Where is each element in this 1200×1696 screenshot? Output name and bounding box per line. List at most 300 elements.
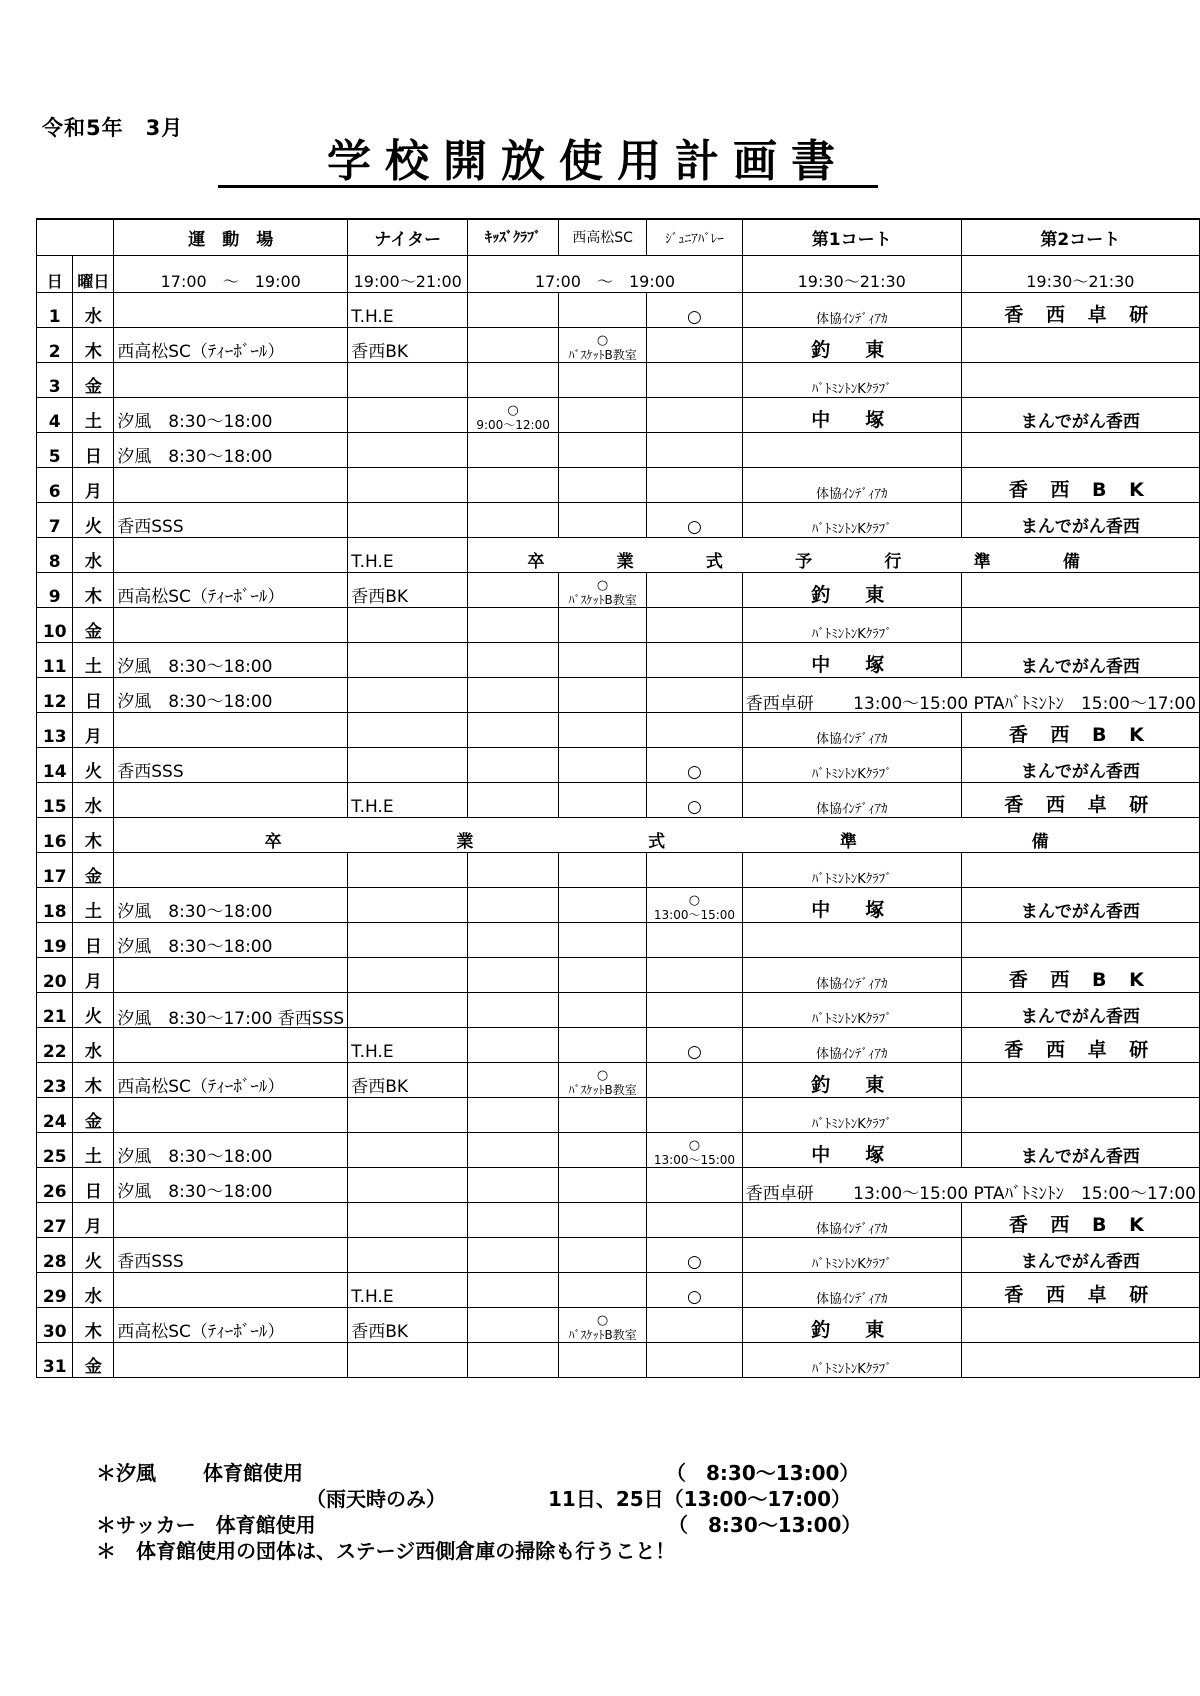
weekday-cell: 金 (73, 1342, 114, 1377)
event-char: 業 (616, 551, 634, 572)
day-cell: 2 (37, 327, 73, 362)
nsc-cell (558, 1202, 646, 1237)
kids-cell (468, 292, 559, 327)
col-ground: 運 動 場 (114, 219, 348, 255)
weekday-cell: 火 (73, 747, 114, 782)
day-cell: 8 (37, 537, 73, 572)
nighter-cell: 香西BK (348, 1062, 468, 1097)
weekday-cell: 金 (73, 362, 114, 397)
court1-cell (742, 432, 961, 467)
table-row (37, 1167, 1200, 1202)
nighter-cell (348, 467, 468, 502)
junior-cell (647, 957, 743, 992)
nighter-cell (348, 747, 468, 782)
kids-cell (468, 852, 559, 887)
court2-cell: 香 西 卓 研 (961, 1027, 1199, 1062)
court2-cell: まんでがん香西 (961, 992, 1199, 1027)
weekday-cell: 水 (73, 292, 114, 327)
ground-cell (114, 1097, 348, 1132)
weekday-cell: 月 (73, 1202, 114, 1237)
event-char: 式 (648, 831, 666, 852)
ground-cell: 西高松SC（ﾃｨｰﾎﾞｰﾙ） (114, 572, 348, 607)
nsc-cell (558, 1272, 646, 1307)
schedule-table (36, 218, 1200, 1378)
nighter-cell (348, 1132, 468, 1167)
nsc-cell (558, 292, 646, 327)
nsc-cell (558, 1237, 646, 1272)
court1-cell: ﾊﾞﾄﾐﾝﾄﾝKｸﾗﾌﾞ (742, 362, 961, 397)
kids-cell (468, 467, 559, 502)
note-rain: （雨天時のみ） (306, 1487, 446, 1511)
col-court2: 第2コート (961, 219, 1199, 255)
kids-cell (468, 432, 559, 467)
note-shiokaze: ＊汐風 体育館使用 (96, 1461, 303, 1485)
junior-cell (647, 1307, 743, 1342)
nighter-cell: 香西BK (348, 327, 468, 362)
junior-cell: ○ (647, 1027, 743, 1062)
court1-cell: 体協ｲﾝﾃﾞｨｱｶ (742, 292, 961, 327)
nighter-cell (348, 677, 468, 712)
ground-cell: 汐風 8:30～18:00 (114, 677, 348, 712)
court1-cell: ﾊﾞﾄﾐﾝﾄﾝKｸﾗﾌﾞ (742, 1097, 961, 1132)
junior-cell (647, 642, 743, 677)
ground-cell (114, 607, 348, 642)
note-soccer: ＊サッカー 体育館使用 (96, 1513, 316, 1537)
kids-cell (468, 362, 559, 397)
table-row (37, 1027, 1200, 1062)
court2-cell: 香 西 B K (961, 467, 1199, 502)
col-day: 日 (37, 255, 73, 292)
day-cell: 3 (37, 362, 73, 397)
weekday-cell: 日 (73, 1167, 114, 1202)
court1-cell (742, 922, 961, 957)
event-char: 業 (456, 831, 474, 852)
circle-mark: ○ (688, 892, 701, 908)
junior-cell: ○ (647, 502, 743, 537)
nsc-text: ﾊﾞｽｹｯﾄB教室 (568, 347, 637, 362)
table-row (37, 1272, 1200, 1307)
weekday-cell: 木 (73, 327, 114, 362)
weekday-cell: 金 (73, 1097, 114, 1132)
table-row (37, 887, 1200, 922)
kids-cell (468, 887, 559, 922)
nsc-cell (558, 957, 646, 992)
court2-cell (961, 1062, 1199, 1097)
col-nishitakamatsu: 西高松SC (558, 219, 646, 255)
table-row (37, 1202, 1200, 1237)
court1-cell: ﾊﾞﾄﾐﾝﾄﾝKｸﾗﾌﾞ (742, 1342, 961, 1377)
notes (96, 1460, 956, 1564)
junior-cell: ○ (647, 1272, 743, 1307)
nsc-cell (558, 747, 646, 782)
table-row (37, 1307, 1200, 1342)
day-cell: 6 (37, 467, 73, 502)
courts-merged-cell: 香西卓研 13:00～15:00 PTAﾊﾞﾄﾐﾝﾄﾝ 15:00～17:00 (742, 677, 1199, 712)
court1-cell: 体協ｲﾝﾃﾞｨｱｶ (742, 712, 961, 747)
ground-cell (114, 1027, 348, 1062)
kids-cell (468, 712, 559, 747)
nighter-cell (348, 712, 468, 747)
nsc-cell (558, 1027, 646, 1062)
ground-cell (114, 467, 348, 502)
nighter-cell (348, 607, 468, 642)
nsc-cell (558, 1167, 646, 1202)
page-title: 学校開放使用計画書 (218, 136, 878, 188)
day-cell: 9 (37, 572, 73, 607)
junior-cell: ○ (647, 1237, 743, 1272)
day-cell: 15 (37, 782, 73, 817)
note-soccer-time: （ 8:30～13:00） (668, 1513, 862, 1537)
time-court2: 19:30～21:30 (961, 255, 1199, 292)
day-cell: 16 (37, 817, 73, 852)
kids-text: 9:00～12:00 (476, 417, 550, 432)
junior-cell (647, 572, 743, 607)
ground-cell (114, 537, 348, 572)
nsc-cell (558, 572, 646, 607)
ground-cell (114, 712, 348, 747)
kids-cell (468, 992, 559, 1027)
nighter-cell (348, 1167, 468, 1202)
nsc-cell (558, 362, 646, 397)
kids-cell (468, 922, 559, 957)
court1-cell: ﾊﾞﾄﾐﾝﾄﾝKｸﾗﾌﾞ (742, 607, 961, 642)
court1-cell: 釣 東 (742, 1062, 961, 1097)
junior-cell (647, 677, 743, 712)
nsc-cell (558, 887, 646, 922)
day-cell: 23 (37, 1062, 73, 1097)
time-mid: 17:00 ～ 19:00 (468, 255, 743, 292)
court2-cell: まんでがん香西 (961, 397, 1199, 432)
day-cell: 30 (37, 1307, 73, 1342)
nsc-cell (558, 327, 646, 362)
circle-mark: ○ (507, 402, 519, 418)
day-cell: 19 (37, 922, 73, 957)
table-row (37, 992, 1200, 1027)
nsc-cell (558, 782, 646, 817)
nighter-cell (348, 502, 468, 537)
junior-cell (647, 1167, 743, 1202)
day-cell: 11 (37, 642, 73, 677)
nighter-cell: 香西BK (348, 572, 468, 607)
table-row (37, 1237, 1200, 1272)
court1-cell: 釣 東 (742, 327, 961, 362)
nsc-text: ﾊﾞｽｹｯﾄB教室 (568, 1082, 637, 1097)
weekday-cell: 土 (73, 397, 114, 432)
ground-cell: 西高松SC（ﾃｨｰﾎﾞｰﾙ） (114, 1307, 348, 1342)
junior-cell (647, 327, 743, 362)
weekday-cell: 日 (73, 677, 114, 712)
kids-cell (468, 642, 559, 677)
kids-cell (468, 957, 559, 992)
circle-mark: ○ (596, 577, 609, 593)
ground-cell: 汐風 8:30～18:00 (114, 432, 348, 467)
kids-cell (468, 327, 559, 362)
table-row (37, 607, 1200, 642)
table-row (37, 817, 1200, 852)
event-char: 予 (795, 551, 813, 572)
table-row (37, 572, 1200, 607)
ground-cell: 香西SSS (114, 502, 348, 537)
nsc-cell (558, 1307, 646, 1342)
day-cell: 28 (37, 1237, 73, 1272)
nighter-cell (348, 887, 468, 922)
court1-cell: 釣 東 (742, 1307, 961, 1342)
circle-mark: ○ (596, 1312, 609, 1328)
table-row (37, 957, 1200, 992)
court2-cell: まんでがん香西 (961, 1237, 1199, 1272)
court2-cell (961, 607, 1199, 642)
ground-cell: 汐風 8:30～18:00 (114, 887, 348, 922)
nsc-cell (558, 432, 646, 467)
kids-cell (468, 1097, 559, 1132)
weekday-cell: 木 (73, 1062, 114, 1097)
court2-cell: まんでがん香西 (961, 1132, 1199, 1167)
day-cell: 13 (37, 712, 73, 747)
court2-cell: まんでがん香西 (961, 887, 1199, 922)
court2-cell (961, 572, 1199, 607)
day-cell: 4 (37, 397, 73, 432)
table-row (37, 852, 1200, 887)
col-dow: 曜日 (73, 255, 114, 292)
nsc-cell (558, 852, 646, 887)
court1-cell: 体協ｲﾝﾃﾞｨｱｶ (742, 1202, 961, 1237)
kids-cell (468, 1062, 559, 1097)
court1-cell: ﾊﾞﾄﾐﾝﾄﾝKｸﾗﾌﾞ (742, 852, 961, 887)
ground-cell (114, 1202, 348, 1237)
nsc-cell (558, 677, 646, 712)
weekday-cell: 水 (73, 537, 114, 572)
court2-cell: 香 西 B K (961, 1202, 1199, 1237)
event-cell (468, 537, 1200, 572)
event-char: 準 (839, 831, 857, 852)
table-row (37, 642, 1200, 677)
weekday-cell: 日 (73, 922, 114, 957)
col-nighter: ナイター (348, 219, 468, 255)
junior-cell (647, 397, 743, 432)
note-cleaning: ＊ 体育館使用の団体は、ステージ西側倉庫の掃除も行うこと！ (96, 1539, 676, 1563)
weekday-cell: 水 (73, 1027, 114, 1062)
event-char: 準 (973, 551, 991, 572)
court2-cell (961, 327, 1199, 362)
col-kids: ｷｯｽﾞｸﾗﾌﾞ (468, 219, 559, 255)
day-cell: 27 (37, 1202, 73, 1237)
weekday-cell: 火 (73, 992, 114, 1027)
ground-cell: 汐風 8:30～17:00 香西SSS (114, 992, 348, 1027)
table-row (37, 502, 1200, 537)
nighter-cell: T.H.E (348, 782, 468, 817)
day-cell: 24 (37, 1097, 73, 1132)
ground-cell: 西高松SC（ﾃｨｰﾎﾞｰﾙ） (114, 327, 348, 362)
junior-cell (647, 852, 743, 887)
kids-cell (468, 1237, 559, 1272)
table-row (37, 1342, 1200, 1377)
weekday-cell: 火 (73, 502, 114, 537)
event-char: 卒 (527, 551, 545, 572)
nighter-cell (348, 432, 468, 467)
court1-cell: 体協ｲﾝﾃﾞｨｱｶ (742, 1272, 961, 1307)
court1-cell: 中 塚 (742, 887, 961, 922)
table-row (37, 782, 1200, 817)
junior-cell (647, 1132, 743, 1167)
court2-cell (961, 852, 1199, 887)
event-cell (114, 817, 1200, 852)
table-row (37, 362, 1200, 397)
nighter-cell (348, 992, 468, 1027)
ground-cell: 汐風 8:30～18:00 (114, 1132, 348, 1167)
nighter-cell: T.H.E (348, 292, 468, 327)
junior-cell (647, 1062, 743, 1097)
nsc-cell (558, 922, 646, 957)
nighter-cell (348, 957, 468, 992)
court2-cell: 香 西 B K (961, 712, 1199, 747)
court1-cell: ﾊﾞﾄﾐﾝﾄﾝKｸﾗﾌﾞ (742, 992, 961, 1027)
table-row (37, 432, 1200, 467)
junior-cell (647, 1342, 743, 1377)
nsc-cell (558, 992, 646, 1027)
junior-cell (647, 467, 743, 502)
table-row (37, 292, 1200, 327)
kids-cell (468, 1027, 559, 1062)
table-row (37, 397, 1200, 432)
table-row (37, 922, 1200, 957)
day-cell: 7 (37, 502, 73, 537)
kids-cell (468, 607, 559, 642)
junior-cell (647, 362, 743, 397)
circle-mark: ○ (688, 1137, 701, 1153)
nsc-cell (558, 607, 646, 642)
nighter-cell (348, 397, 468, 432)
ground-cell: 香西SSS (114, 747, 348, 782)
event-char: 備 (1062, 551, 1080, 572)
day-cell: 5 (37, 432, 73, 467)
ground-cell (114, 957, 348, 992)
table-row (37, 467, 1200, 502)
ground-cell: 香西SSS (114, 1237, 348, 1272)
weekday-cell: 金 (73, 852, 114, 887)
day-cell: 26 (37, 1167, 73, 1202)
day-cell: 31 (37, 1342, 73, 1377)
nsc-text: ﾊﾞｽｹｯﾄB教室 (568, 1327, 637, 1342)
weekday-cell: 水 (73, 1272, 114, 1307)
nighter-cell: T.H.E (348, 1027, 468, 1062)
junior-cell (647, 992, 743, 1027)
nighter-cell (348, 1202, 468, 1237)
court2-cell: まんでがん香西 (961, 747, 1199, 782)
junior-text: 13:00～15:00 (653, 1152, 736, 1167)
ground-cell: 汐風 8:30～18:00 (114, 397, 348, 432)
court1-cell: 体協ｲﾝﾃﾞｨｱｶ (742, 782, 961, 817)
ground-cell (114, 852, 348, 887)
court1-cell: 中 塚 (742, 642, 961, 677)
day-cell: 25 (37, 1132, 73, 1167)
court2-cell (961, 432, 1199, 467)
ground-cell (114, 1272, 348, 1307)
weekday-cell: 木 (73, 817, 114, 852)
court1-cell: 中 塚 (742, 1132, 961, 1167)
table-row (37, 537, 1200, 572)
weekday-cell: 月 (73, 712, 114, 747)
nighter-cell (348, 922, 468, 957)
junior-cell (647, 1097, 743, 1132)
nighter-cell: T.H.E (348, 1272, 468, 1307)
weekday-cell: 水 (73, 782, 114, 817)
table-row (37, 1097, 1200, 1132)
junior-cell (647, 887, 743, 922)
kids-cell (468, 782, 559, 817)
junior-cell (647, 432, 743, 467)
court1-cell: ﾊﾞﾄﾐﾝﾄﾝKｸﾗﾌﾞ (742, 1237, 961, 1272)
court1-cell: ﾊﾞﾄﾐﾝﾄﾝKｸﾗﾌﾞ (742, 502, 961, 537)
court2-cell: 香 西 卓 研 (961, 292, 1199, 327)
junior-cell (647, 607, 743, 642)
day-cell: 14 (37, 747, 73, 782)
note-shiokaze-time: （ 8:30～13:00） (666, 1461, 860, 1485)
weekday-cell: 木 (73, 572, 114, 607)
table-row (37, 1132, 1200, 1167)
court2-cell: 香 西 卓 研 (961, 782, 1199, 817)
weekday-cell: 月 (73, 467, 114, 502)
kids-cell (468, 1202, 559, 1237)
kids-cell (468, 1132, 559, 1167)
court1-cell: ﾊﾞﾄﾐﾝﾄﾝKｸﾗﾌﾞ (742, 747, 961, 782)
time-court1: 19:30～21:30 (742, 255, 961, 292)
ground-cell (114, 782, 348, 817)
weekday-cell: 土 (73, 887, 114, 922)
court2-cell: 香 西 B K (961, 957, 1199, 992)
circle-mark: ○ (596, 1067, 609, 1083)
nsc-cell (558, 712, 646, 747)
court2-cell (961, 1307, 1199, 1342)
day-cell: 10 (37, 607, 73, 642)
day-cell: 21 (37, 992, 73, 1027)
day-cell: 12 (37, 677, 73, 712)
event-char: 備 (1031, 831, 1049, 852)
kids-cell (468, 747, 559, 782)
ground-cell (114, 362, 348, 397)
nighter-cell: 香西BK (348, 1307, 468, 1342)
kids-cell (468, 397, 559, 432)
ground-cell: 汐風 8:30～18:00 (114, 922, 348, 957)
weekday-cell: 火 (73, 1237, 114, 1272)
corner-cell (37, 219, 114, 255)
table-row (37, 712, 1200, 747)
court1-cell: 体協ｲﾝﾃﾞｨｱｶ (742, 957, 961, 992)
junior-cell (647, 712, 743, 747)
times-row (37, 255, 1200, 292)
table-row (37, 747, 1200, 782)
weekday-cell: 金 (73, 607, 114, 642)
nsc-cell (558, 397, 646, 432)
kids-cell (468, 572, 559, 607)
era-month: 令和5年 3月 (42, 116, 184, 140)
table-row (37, 1062, 1200, 1097)
note-rain-time: 11日、25日（13:00～17:00） (548, 1487, 851, 1511)
court2-cell (961, 362, 1199, 397)
nsc-cell (558, 1132, 646, 1167)
event-char: 行 (884, 551, 902, 572)
court2-cell: 香 西 卓 研 (961, 1272, 1199, 1307)
ground-cell (114, 292, 348, 327)
weekday-cell: 月 (73, 957, 114, 992)
time-nighter: 19:00～21:00 (348, 255, 468, 292)
courts-merged-cell: 香西卓研 13:00～15:00 PTAﾊﾞﾄﾐﾝﾄﾝ 15:00～17:00 (742, 1167, 1199, 1202)
court2-cell: まんでがん香西 (961, 502, 1199, 537)
nsc-cell (558, 1097, 646, 1132)
junior-cell: ○ (647, 292, 743, 327)
kids-cell (468, 1307, 559, 1342)
event-char: 卒 (264, 831, 282, 852)
court1-cell: 体協ｲﾝﾃﾞｨｱｶ (742, 467, 961, 502)
